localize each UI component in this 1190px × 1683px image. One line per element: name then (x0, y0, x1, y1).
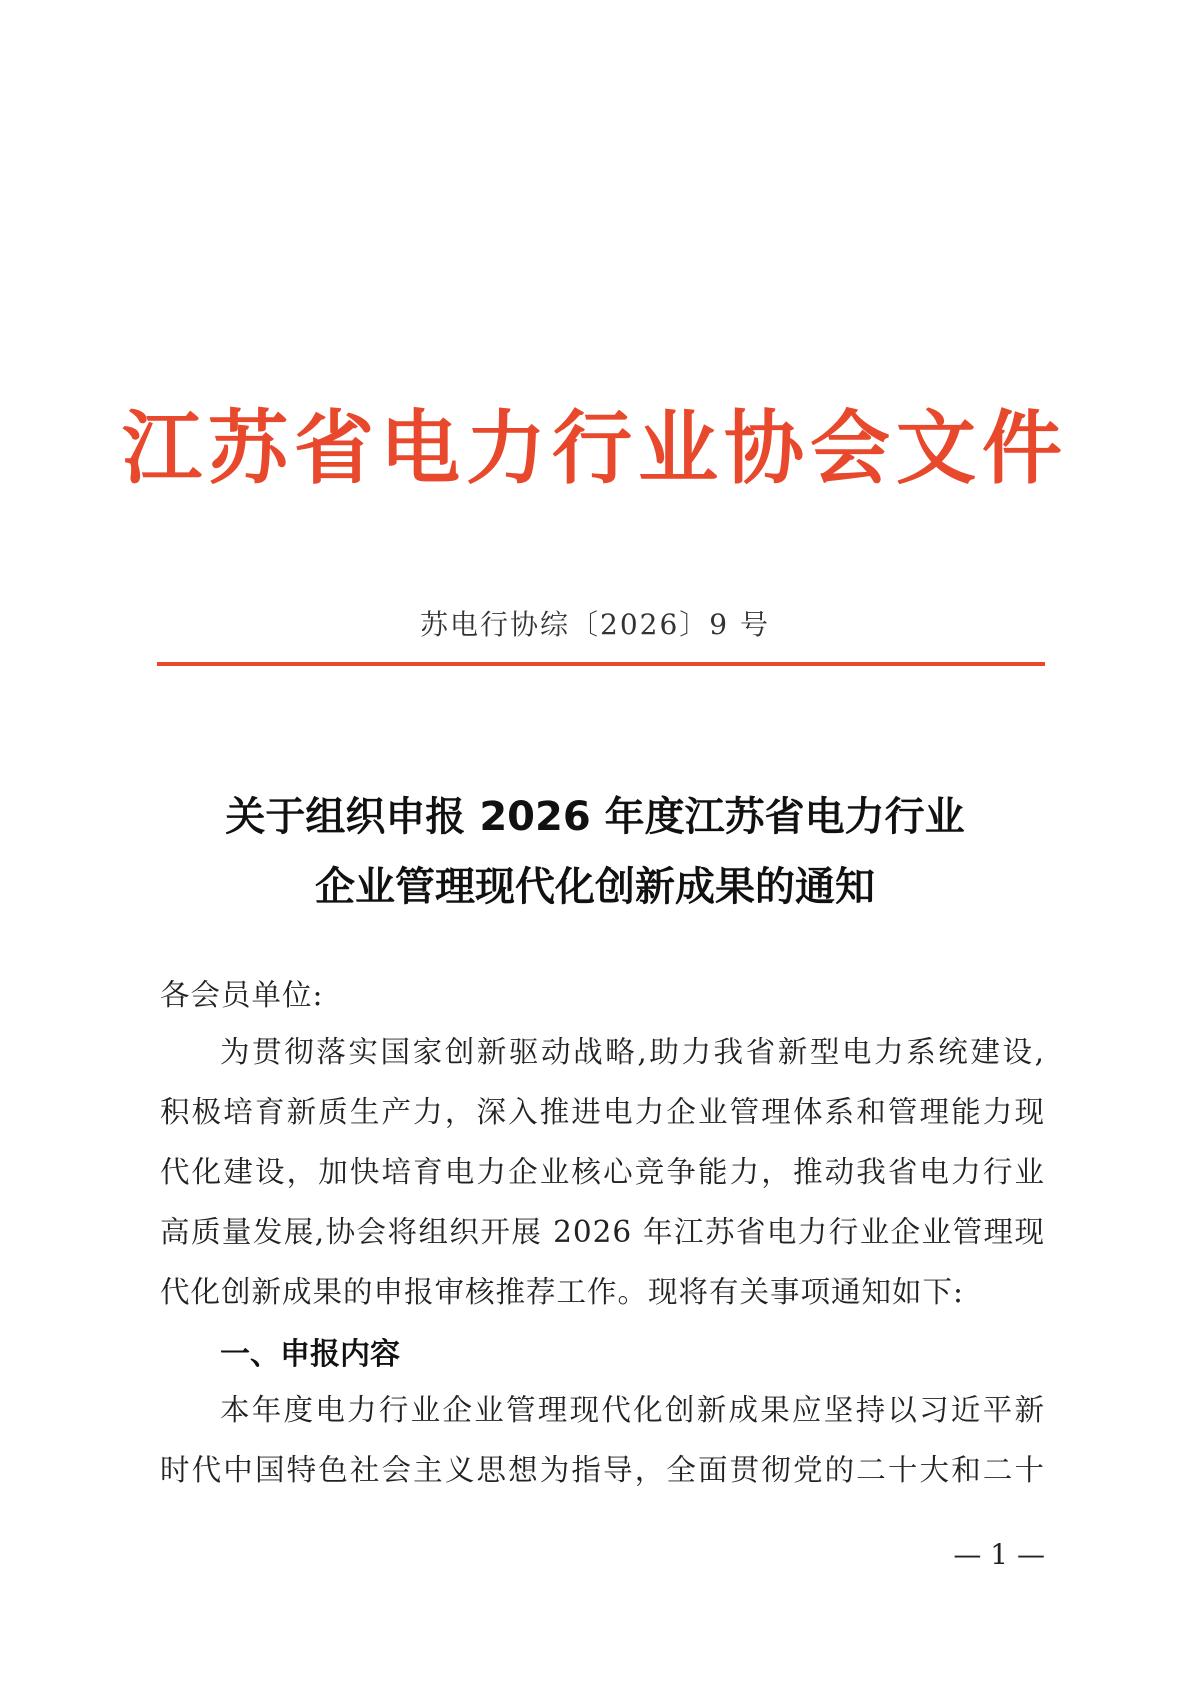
notice-title-line-1: 关于组织申报 2026 年度江苏省电力行业 (225, 794, 965, 840)
paragraph-line: 时代中国特色社会主义思想为指导，全面贯彻党的二十大和二十 (160, 1453, 1045, 1487)
salutation-block (160, 965, 1045, 1025)
paragraph-line: 积极培育新质生产力，深入推进电力企业管理体系和管理能力现 (160, 1095, 1045, 1129)
red-divider-rule (157, 662, 1045, 666)
document-masthead: 江苏省电力行业协会文件 (122, 401, 1068, 495)
page-number: — 1 — (953, 1538, 1045, 1571)
paragraph-line: 为贯彻落实国家创新驱动战略,助力我省新型电力系统建设, (220, 1035, 1045, 1069)
paragraph-intro (160, 1022, 1045, 1322)
salutation: 各会员单位: (160, 978, 324, 1012)
paragraph-line: 本年度电力行业企业管理现代化创新成果应坚持以习近平新 (220, 1393, 1045, 1427)
paragraph-line: 代化建设，加快培育电力企业核心竞争能力，推动我省电力行业 (160, 1155, 1045, 1189)
paragraph-line: 代化创新成果的申报审核推荐工作。现将有关事项通知如下: (160, 1275, 964, 1309)
paragraph-section-1 (160, 1380, 1045, 1500)
paragraph-line: 高质量发展,协会将组织开展 2026 年江苏省电力行业企业管理现 (160, 1215, 1045, 1249)
notice-title-line-2: 企业管理现代化创新成果的通知 (315, 864, 875, 910)
section-heading-declaration-content: 一、申报内容 (220, 1337, 400, 1372)
notice-title (0, 782, 1190, 922)
document-number: 苏电行协综〔2026〕9 号 (420, 608, 770, 641)
